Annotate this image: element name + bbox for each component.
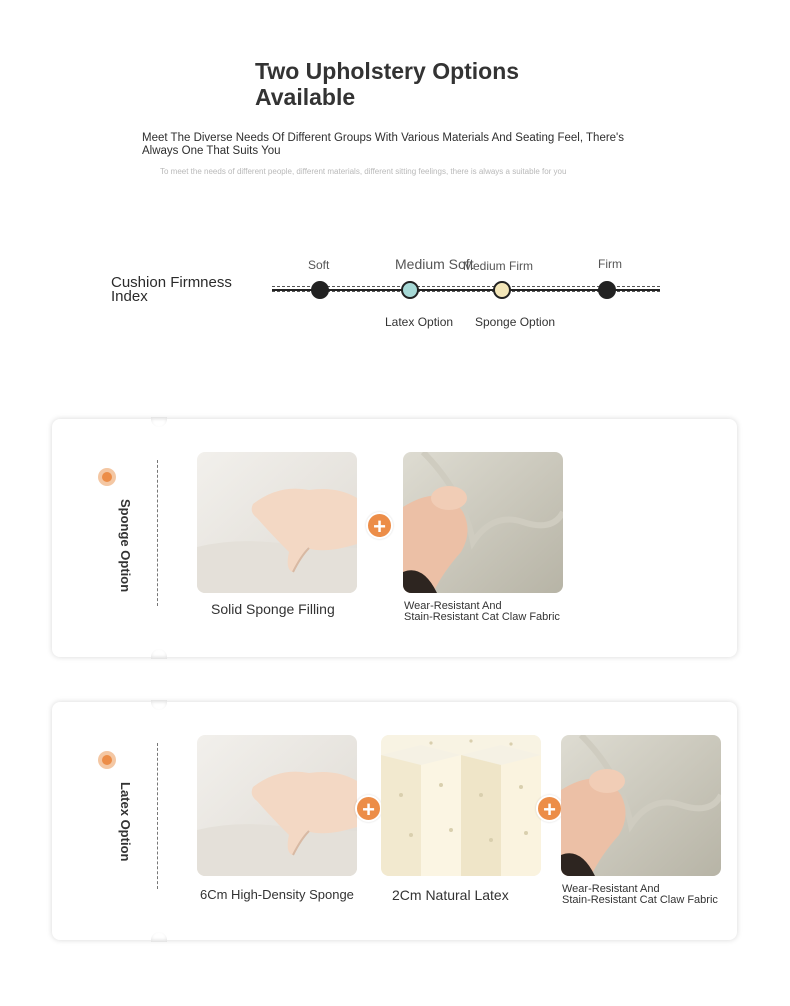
page-note: To meet the needs of different people, different materials, different sitting feelings, there is always a suitable for you [160, 167, 567, 176]
plus-icon: + [536, 795, 563, 822]
plus-icon: + [355, 795, 382, 822]
level-medium-firm: Medium Firm [463, 259, 534, 273]
solid-sponge-filling-caption: Solid Sponge Filling [211, 601, 335, 617]
sponge-photo [197, 452, 357, 593]
level-firm: Firm [598, 257, 622, 271]
card-notch-top [151, 700, 167, 710]
sponge-option-card [52, 419, 737, 657]
high-density-sponge-caption: 6Cm High-Density Sponge [200, 887, 354, 902]
latex-option-card [52, 702, 737, 940]
bullet-icon [98, 468, 116, 486]
card-notch-top [151, 417, 167, 427]
level-soft: Soft [308, 258, 330, 272]
sponge-photo [197, 735, 357, 876]
page-subtitle: Meet The Diverse Needs Of Different Groups With Various Materials And Seating Feel, There's Always One That Suits You [142, 132, 625, 157]
card-notch-bottom [151, 649, 167, 659]
page-title: Two Upholstery Options Available [255, 58, 520, 110]
dot-firm [598, 281, 616, 299]
firmness-index-label: Cushion Firmness Index [111, 274, 232, 305]
fabric-photo [403, 452, 563, 593]
bullet-icon [98, 751, 116, 769]
fabric-caption: Wear-Resistant And Stain-Resistant Cat Claw Fabric [404, 600, 560, 623]
dashed-divider [157, 743, 158, 889]
latex-option-marker-label: Latex Option [385, 315, 454, 329]
fabric-caption: Wear-Resistant And Stain-Resistant Cat Claw Fabric [562, 883, 718, 906]
latex-photo [381, 735, 541, 876]
sponge-option-marker-label: Sponge Option [475, 315, 556, 329]
sponge-option-label: Sponge Option [118, 499, 133, 593]
latex-option-label: Latex Option [118, 782, 133, 862]
plus-icon: + [366, 512, 393, 539]
dot-latex [401, 281, 419, 299]
level-medium-soft: Medium Soft [395, 256, 474, 272]
card-notch-bottom [151, 932, 167, 942]
fabric-photo [561, 735, 721, 876]
dot-soft [311, 281, 329, 299]
dashed-divider [157, 460, 158, 606]
dot-sponge [493, 281, 511, 299]
natural-latex-caption: 2Cm Natural Latex [392, 887, 509, 903]
